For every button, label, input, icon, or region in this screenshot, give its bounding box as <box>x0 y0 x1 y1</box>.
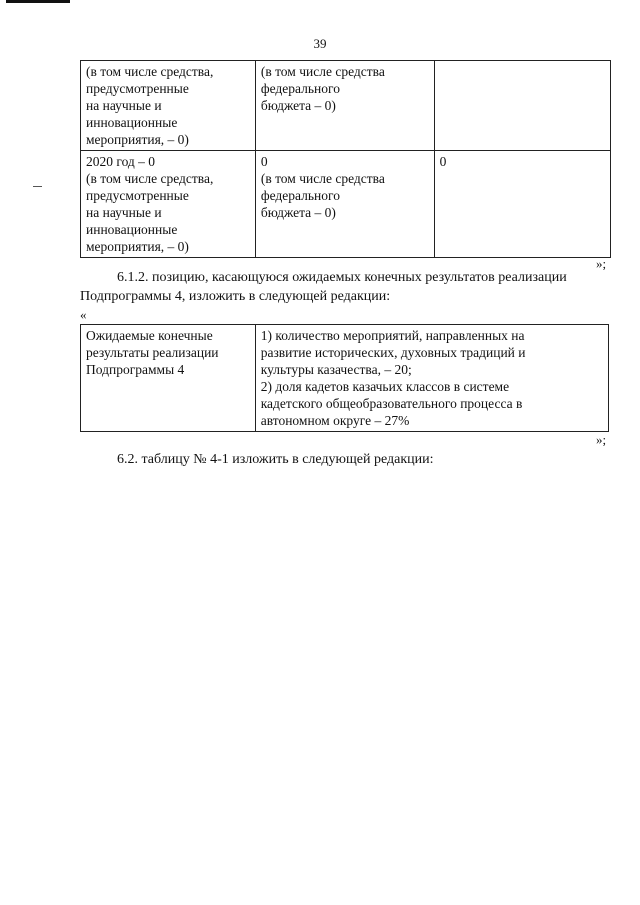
cell-text-line: Подпрограммы 4 <box>86 362 185 377</box>
cell-text-line: 0 <box>260 154 268 169</box>
opening-quote: « <box>80 307 87 322</box>
cell-text-line: результаты реализации <box>86 345 219 360</box>
margin-tick-mark <box>33 186 42 187</box>
cell-text-line: (в том числе средства <box>260 171 385 186</box>
cell-text-line: на научные и <box>86 205 162 220</box>
results-content-cell <box>255 325 608 432</box>
cell-text-line: (в том числе средства, <box>86 171 214 186</box>
cell-text-line: федерального <box>260 188 340 203</box>
cell-text-line: предусмотренные <box>86 188 189 203</box>
cell-text-line: Ожидаемые конечные <box>86 328 213 343</box>
funding-table <box>80 60 611 258</box>
closing-quote: »; <box>596 256 607 271</box>
cell-text-line: 0 <box>439 154 447 169</box>
page-number: 39 <box>313 36 327 51</box>
results-table <box>80 324 609 432</box>
scan-edge-mark <box>6 0 70 3</box>
table-row <box>81 151 611 258</box>
funding-cell-federal <box>255 151 434 258</box>
cell-text-line: инновационные <box>86 115 178 130</box>
cell-text-line: культуры казачества, – 20; <box>260 362 412 377</box>
cell-text-line: мероприятия, – 0) <box>86 239 189 254</box>
cell-text-line: федерального <box>260 81 340 96</box>
cell-text-line: 1) количество мероприятий, направленных на <box>260 328 525 343</box>
cell-text-line: предусмотренные <box>86 81 189 96</box>
closing-quote: »; <box>596 432 607 447</box>
cell-text-line: развитие исторических, духовных традиций и <box>260 345 526 360</box>
funding-cell-source <box>81 151 256 258</box>
paragraph-6-1-2-line1: 6.1.2. позицию, касающуюся ожидаемых конечных результатов реализации <box>117 270 567 285</box>
cell-text-line: (в том числе средства <box>260 64 385 79</box>
cell-text-line: кадетского общеобразовательного процесса в <box>260 396 523 411</box>
cell-text-line: автономном округе – 27% <box>260 413 410 428</box>
funding-cell-source <box>81 61 256 151</box>
cell-text-line: 2020 год – 0 <box>86 154 156 169</box>
paragraph-6-1-2-line2: Подпрограммы 4, изложить в следующей редакции: <box>80 289 391 304</box>
funding-cell-extra <box>434 61 610 151</box>
cell-text-line: бюджета – 0) <box>260 205 336 220</box>
results-label-cell <box>81 325 256 432</box>
cell-text-line: (в том числе средства, <box>86 64 214 79</box>
cell-text-line: на научные и <box>86 98 162 113</box>
cell-text-line: 2) доля кадетов казачьих классов в системе <box>260 379 510 394</box>
cell-text-line: бюджета – 0) <box>260 98 336 113</box>
cell-text-line: инновационные <box>86 222 178 237</box>
table-row <box>81 325 609 432</box>
paragraph-6-2: 6.2. таблицу № 4-1 изложить в следующей редакции: <box>117 452 434 467</box>
funding-cell-extra <box>434 151 610 258</box>
table-row <box>81 61 611 151</box>
funding-cell-federal <box>255 61 434 151</box>
cell-text-line: мероприятия, – 0) <box>86 132 189 147</box>
